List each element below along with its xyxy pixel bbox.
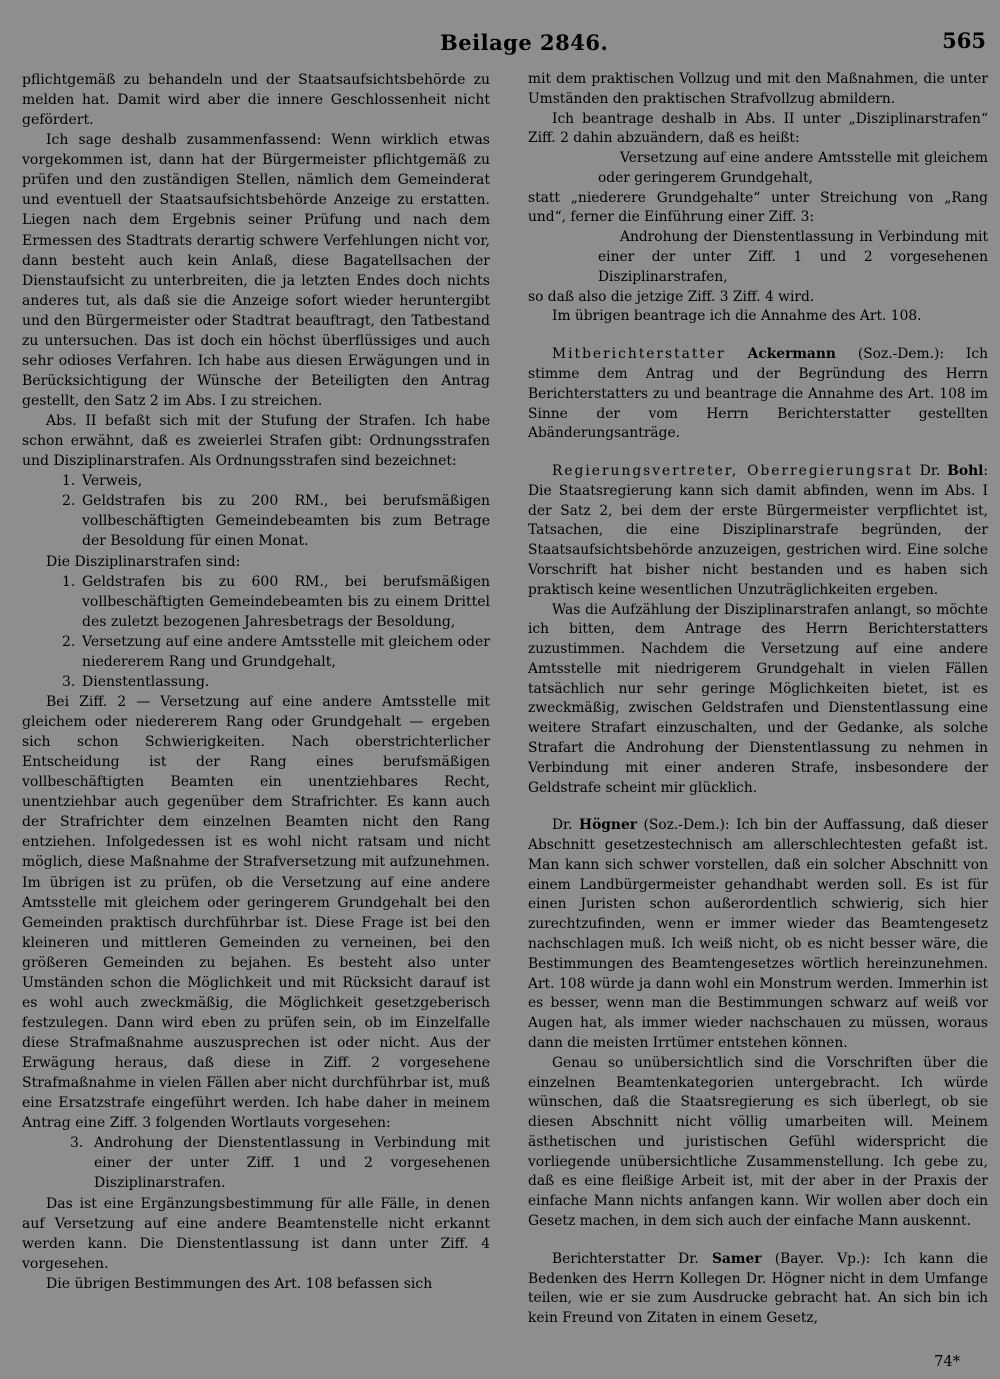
speech-hoegner: Dr. Högner (Soz.-Dem.): Ich bin der Auffassung, daß dieser Abschnitt gesetzestechnisch am allerschlechtesten gefaßt ist. Man kann sich schwer vorstellen, daß ein solcher Abschnitt von einem Landbürgermeister gehandhabt werden soll. Es ist für einen Juristen schon außerordentlich schwierig, sich hier zurechtzufinden, wenn er immer wieder das Beamtengesetz nachschlagen muß. Ich weiß nicht, ob es nicht besser wäre, die Bestimmungen des Beamtengesetzes wörtlich hereinzunehmen. Art. 108 würde ja dann wohl ein Monstrum werden. Immerhin ist es besser, wenn man die Bestimmungen schwarz auf weiß vor Augen hat, als immer wieder nachschauen zu müssen, woraus dann die meisten Irrtümer entstehen können. bbox=[528, 817, 988, 1051]
paragraph: pflichtgemäß zu behandeln und der Staatsaufsichtsbehörde zu melden hat. Damit wird aber die innere Geschlossenheit nicht gefördert. bbox=[22, 72, 490, 129]
page-number: 565 bbox=[942, 28, 986, 53]
speech-samer: Berichterstatter Dr. Samer (Bayer. Vp.): Ich kann die Bedenken des Herrn Kollegen Dr. Högner nicht in dem Umfange teilen, wie er sie zum Ausdrucke gebracht hat. An sich bin ich kein Freund von Zitaten in einem Gesetz, bbox=[528, 1250, 988, 1327]
paragraph: Ich sage deshalb zusammenfassend: Wenn wirklich etwas vorgekommen ist, dann hat der Bürgermeister pflichtgemäß zu prüfen und den zuständigen Stellen, nämlich dem Gemeinderat und eventuell der Staatsaufsichtsbehörde Anzeige zu erstatten. Liegen nach dem Ergebnis seiner Prüfung und nach dem Ermessen des Stadtrats derartig schwere Verfehlungen nicht vor, dann besteht auch kein Anlaß, diese Bagatellsachen der Dienstaufsicht zu unterbreiten, die ja letzten Endes doch nichts anderes tut, als daß sie die Anzeige sofort wieder heruntergibt und den Bürgermeister oder Stadtrat beauftragt, den Tatbestand zu untersuchen. Das ist doch ein höchst überflüssiges und auch sehr odioses Verfahren. Ich habe aus diesen Erwägungen und in Berücksichtigung der Wünsche der Beteiligten den Antrag gestellt, den Satz 2 im Abs. I zu streichen. bbox=[22, 132, 490, 409]
speaker-name: Bohl bbox=[947, 463, 984, 480]
left-column bbox=[22, 70, 490, 1294]
speaker-name: Samer bbox=[711, 1250, 762, 1267]
paragraph: Bei Ziff. 2 — Versetzung auf eine andere Amtsstelle mit gleichem oder niedererem Rang oder Grundgehalt — ergeben sich schon Schwierigkeiten. Nach oberstrichterlicher Entscheidung ist der Rang eines berufsmäßigen vollbeschäftigten Beamten ein unentziehbares Recht, unentziehbar auch gegenüber dem Strafrichter. Es kann auch der Strafrichter dem einzelnen Beamten nicht den Rang entziehen. Infolgedessen ist es wohl nicht ratsam und nicht möglich, diese Maßnahme der Strafversetzung mit aufzunehmen. Im übrigen ist zu prüfen, ob die Versetzung auf eine andere Amtsstelle mit gleichem oder geringerem Grundgehalt bei den Gemeinden praktisch durchführbar ist. Diese Frage ist bei den kleineren und mittleren Gemeinden zu verneinen, bei den größeren Gemeinden zu bejahen. Es besteht also unter Umständen schon die Möglichkeit und mit Rücksicht darauf ist es wohl auch zweckmäßig, die Möglichkeit gesetzgeberisch festzulegen. Dann wird eben zu prüfen sein, ob im Einzelfalle diese Strafmaßnahme auszusprechen ist oder nicht. Aus der Erwägung heraus, daß diese in Ziff. 2 vorgesehene Strafmaßnahme in vielen Fällen aber nicht durchführbar ist, muß eine Ersatzstrafe eingeführt werden. Ich habe daher in meinem Antrag eine Ziff. 3 folgenden Wortlauts vorgesehen: bbox=[22, 693, 490, 1132]
list-item: 3. Androhung der Dienstentlassung in Verbindung mit einer der unter Ziff. 1 und 2 vorgesehenen Disziplinarstrafen. bbox=[70, 1135, 490, 1192]
ordnungsstrafen-list bbox=[22, 471, 490, 551]
proposal-list bbox=[22, 1133, 490, 1193]
right-column bbox=[528, 70, 988, 1329]
quoted-provision: Androhung der Dienstentlassung in Verbindung mit einer der unter Ziff. 1 und 2 vorgesehenen Disziplinarstrafen, bbox=[598, 229, 988, 285]
paragraph: Ich beantrage deshalb in Abs. II unter „Disziplinarstrafen“ Ziff. 2 dahin abzuändern, daß es heißt: bbox=[528, 110, 988, 147]
signature-mark: 74* bbox=[934, 1353, 960, 1370]
speaker-title: Dr. bbox=[919, 463, 941, 480]
list-item: 2. Versetzung auf eine andere Amtsstelle mit gleichem oder niedererem Rang und Grundgehalt, bbox=[62, 633, 490, 670]
paragraph: Das ist eine Ergänzungsbestimmung für alle Fälle, in denen auf Versetzung auf eine andere Beamtenstelle nicht erkannt werden kann. Die Dienstentlassung ist dann unter Ziff. 4 vorgesehen. bbox=[22, 1195, 490, 1272]
supplement-title: Beilage 2846. bbox=[440, 30, 609, 55]
paragraph: Im übrigen beantrage ich die Annahme des Art. 108. bbox=[552, 308, 922, 325]
list-item: 1. Geldstrafen bis zu 600 RM., bei berufsmäßigen vollbeschäftigten Gemeindebeamten bis zu einem Drittel des zuletzt bezogenen Jahresbetrags der Besoldung, bbox=[62, 573, 490, 630]
paragraph: Die übrigen Bestimmungen des Art. 108 befassen sich bbox=[46, 1275, 433, 1292]
page-header bbox=[0, 26, 1000, 60]
quoted-provision: Versetzung auf eine andere Amtsstelle mit gleichem oder geringerem Grundgehalt, bbox=[598, 150, 988, 186]
paragraph: Abs. II befaßt sich mit der Stufung der Strafen. Ich habe schon erwähnt, daß es zweierlei Strafen gibt: Ordnungsstrafen und Disziplinarstrafen. Als Ordnungsstrafen sind bezeichnet: bbox=[22, 413, 490, 470]
paragraph: so daß also die jetzige Ziff. 3 Ziff. 4 wird. bbox=[528, 288, 815, 305]
paragraph: Was die Aufzählung der Disziplinarstrafen anlangt, so möchte ich bitten, dem Antrage des Herrn Berichterstatters zuzustimmen. Nachdem die Versetzung auf eine andere Amtsstelle mit niedrigerem Grundgehalt in vielen Fällen tatsächlich nur sehr geringe Möglichkeiten bietet, ist es zweckmäßig, zwischen Geldstrafen und Dienstentlassung eine weitere Strafart einzuschalten, und der Gedanke, als solche Strafart die Androhung der Dienstentlassung zu nehmen in Verbindung mit einer anderen Strafe, insbesondere der Geldstrafe scheint mir glücklich. bbox=[528, 601, 988, 796]
list-item: 2. Geldstrafen bis zu 200 RM., bei berufsmäßigen vollbeschäftigten Gemeindebeamten bis zum Betrage der Besoldung für einen Monat. bbox=[62, 493, 490, 550]
paragraph: statt „niederere Grundgehalte“ unter Streichung von „Rang und“, ferner die Einführung einer Ziff. 3: bbox=[528, 189, 988, 226]
speaker-role: Regierungsvertreter, Oberregierungsrat bbox=[552, 463, 913, 480]
list-item: 3. Dienstentlassung. bbox=[62, 673, 210, 690]
speaker-name: Högner bbox=[579, 817, 637, 834]
disziplinarstrafen-list bbox=[22, 572, 490, 692]
paragraph: Die Disziplinarstrafen sind: bbox=[46, 553, 241, 570]
speech-bohl: Regierungsvertreter, Oberregierungsrat Dr. Bohl: Die Staatsregierung kann sich damit abfinden, wenn im Abs. I der Satz 2, bei dem der erste Bürgermeister verpflichtet ist, Tatsachen, die eine Disziplinarstrafe begründen, der Staatsaufsichtsbehörde anzuzeigen, gestrichen wird. Eine solche Vorschrift hat bisher nicht bestanden und es haben sich praktisch keine wesentlichen Unzuträglichkeiten ergeben. bbox=[528, 463, 988, 598]
speech-ackermann: Mitberichterstatter Ackermann (Soz.-Dem.): Ich stimme dem Antrag und der Begründung des Herrn Berichterstatters zu und beantrage die Annahme des Art. 108 im Sinne der vom Herrn Berichterstatter gestellten Abänderungsanträge. bbox=[528, 346, 988, 442]
speaker-title: Dr. bbox=[552, 817, 573, 834]
speaker-role: Mitberichterstatter bbox=[552, 346, 726, 363]
speaker-name: Ackermann bbox=[747, 346, 836, 363]
paragraph: Genau so unübersichtlich sind die Vorschriften über die einzelnen Beamtenkategorien untergebracht. Ich würde wünschen, daß die Staatsregierung es sich überlegt, ob sie diesen Abschnitt nicht völlig umarbeiten will. Meinem ästhetischen und juristischen Gefühl widerspricht die vorliegende unübersichtliche Zusammenstellung. Ich gebe zu, daß es eine fleißige Arbeit ist, mit der aber in der Praxis der einfache Mann nichts anfangen kann. Wir wollen aber doch ein Gesetz machen, in dem sich auch der einfache Mann auskennt. bbox=[528, 1054, 988, 1229]
speaker-role: Berichterstatter Dr. bbox=[552, 1250, 699, 1267]
list-item: 1. Verweis, bbox=[62, 473, 143, 490]
paragraph: mit dem praktischen Vollzug und mit den Maßnahmen, die unter Umständen den praktischen Strafvollzug abmildern. bbox=[528, 71, 988, 107]
